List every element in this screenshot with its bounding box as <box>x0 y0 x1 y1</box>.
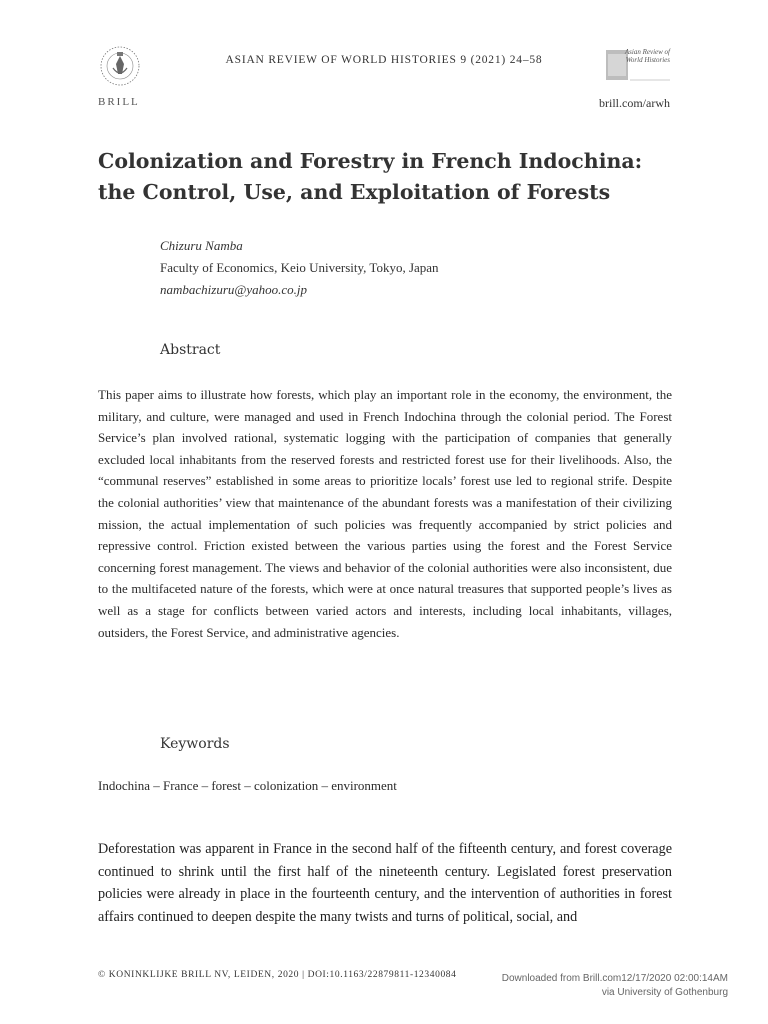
author-affiliation: Faculty of Economics, Keio University, Tokyo, Japan <box>160 260 439 275</box>
abstract-body: This paper aims to illustrate how forests, which play an important role in the economy, the environment, the military, and culture, were managed and used in French Indochina through the colonial period. The Forest Service’s plan involved rational, systematic logging with the participation of companies that generally excluded local inhabitants from the reserved forests and restricted forest use for their livelihoods. Also, the “communal reserves” established in some areas to prioritize locals’ forest use led to regional strife. Despite the colonial authorities’ view that maintenance of the abundant forests was a manifestation of their civilizing mission, the actual implementation of such policies was frequently accompanied by strict policies and repressive control. Friction existed between the various parties using the forest and the Forest Service concerning forest management. The views and behavior of the colonial authorities were also inconsistent, due to the multifaceted nature of the forests, which were at once natural treasures that supported people’s lives as well as a stage for conflicts between varied actors and interests, including local inhabitants, villages, outsiders, the Forest Service, and administrative agencies. <box>98 387 672 640</box>
footer-separator: | <box>302 970 305 980</box>
download-line-1: Downloaded from Brill.com12/17/2020 02:00:14AM <box>501 973 728 984</box>
copyright-text: © KONINKLIJKE BRILL NV, LEIDEN, 2020 <box>98 970 300 980</box>
keywords-heading: Keywords <box>160 736 230 752</box>
brill-logo <box>98 44 142 100</box>
abstract-heading: Abstract <box>160 342 221 358</box>
download-watermark <box>502 972 728 1000</box>
article-title: Colonization and Forestry in French Indochina: the Control, Use, and Exploitation of Forests <box>98 149 643 204</box>
author-name: Chizuru Namba <box>160 238 243 253</box>
brill-seal-icon <box>98 44 142 96</box>
publisher-name: BRILL <box>98 96 140 108</box>
journal-cover-thumbnail <box>606 44 670 84</box>
download-line-2: via University of Gothenburg <box>601 987 728 998</box>
body-paragraph: Deforestation was apparent in France in the second half of the fifteenth century, and forest coverage continued to shrink until the first half of the nineteenth century. Legislated forest preservation policies were already in place in the fourteenth century, and the intervention of authorities in forest affairs continued to deepen despite the many twists and turns of political, social, and <box>98 841 672 925</box>
doi-link[interactable]: DOI:10.1163/22879811-12340084 <box>307 970 457 980</box>
cover-title: Asian Review of World Histories <box>624 48 670 64</box>
keywords-list: Indochina – France – forest – colonization – environment <box>98 778 397 793</box>
journal-url[interactable]: brill.com/arwh <box>599 96 670 110</box>
journal-citation: ASIAN REVIEW OF WORLD HISTORIES 9 (2021) 24–58 <box>225 54 543 66</box>
author-email[interactable]: nambachizuru@yahoo.co.jp <box>160 282 307 297</box>
footer-copyright-line <box>98 970 457 980</box>
